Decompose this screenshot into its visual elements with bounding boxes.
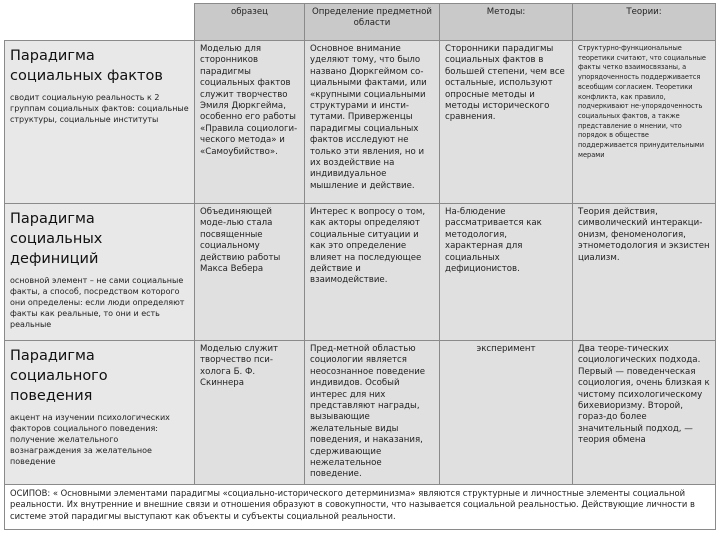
header-theories: Теории:: [573, 4, 716, 41]
table-row: [5, 204, 716, 341]
model-cell: Моделью для сторонников парадигмы социальных фактов служит творчество Эмиля Дюркгейма, особенно его работы «Правила социологи-ческого метода» и «Самоубийство».: [195, 41, 305, 204]
table-row: [5, 41, 716, 204]
paradigm-description: акцент на изучении психологических факторов социального поведения: получение желательного вознаграждения за желательное поведение: [10, 413, 170, 466]
methods-cell: На-блюдение рассматривается как методология, характерная для социальных дефиционистов.: [440, 204, 573, 341]
paradigm-cell: [5, 41, 195, 204]
header-model: образец: [195, 4, 305, 41]
methods-cell: Сторонники парадигмы социальных фактов в большей степени, чем все остальные, используют опросные методы и методы исторического сравнения.: [440, 41, 573, 204]
paradigm-description: основной элемент – не сами социальные факты, а способ, посредством которого они определены: если люди определяют факты как реальные, то они и есть реальные: [10, 276, 185, 329]
subject-cell: Пред-метной областью социологии является неосознанное поведение индивидов. Особый интерес для них представляют награды, вызывающие желательные виды поведения, и наказания, сдерживающие нежелательное поведение.: [305, 341, 440, 485]
paradigm-cell: [5, 341, 195, 485]
header-row: [5, 4, 716, 41]
theories-cell: Два теоре-тических социологических подхода. Первый — поведенческая социология, очень близкая к чистому психологическому бихевиоризму. Второй, гораз-до более значительный подход, — теория обмена: [573, 341, 716, 485]
theories-cell: Теория действия, символический интеракци-онизм, феноменология, этнометодология и экзистен циализм.: [573, 204, 716, 341]
footer-note: ОСИПОВ: « Основными элементами парадигмы «социально-исторического детерминизма» являются структурные и личностные элементы социальной реальности. Их внутренние и внешние связи и отношения образуют в совокупности, что называется социальной реальностью. Действующие личности в системе этой парадигмы выступают как объекты и субъекты социальной реальности.: [5, 484, 716, 529]
footer-row: [5, 484, 716, 529]
subject-cell: Интерес к вопросу о том, как акторы определяют социальные ситуации и как это определение влияет на последующее действие и взаимодействие.: [305, 204, 440, 341]
paradigm-description: сводит социальную реальность к 2 группам социальных фактов: социальные структуры, социальные институты: [10, 93, 189, 124]
model-cell: Объединяющей моде-лью стала посвященные социальному действию работы Макса Вебера: [195, 204, 305, 341]
paradigm-cell: [5, 204, 195, 341]
theories-cell: Структурно-функциональные теоретики считают, что социальные факты четко взаимосвязаны, а упорядоченность поддерживается всеобщим согласием. Теоретики конфликта, как правило, подчеркивают не-упорядоченность социальных фактов, а также представление о мнении, что порядок в обществе поддерживается принудительными мерами: [573, 41, 716, 204]
paradigm-title: Парадигма социальных фактов: [10, 48, 163, 84]
paradigms-table-sheet: [4, 3, 715, 535]
header-blank: [5, 4, 195, 41]
paradigm-title: Парадигма социального поведения: [10, 348, 108, 404]
paradigm-title: Парадигма социальных дефиниций: [10, 211, 103, 267]
table-row: [5, 341, 716, 485]
header-subject: Определение предметной области: [305, 4, 440, 41]
methods-cell: эксперимент: [440, 341, 573, 485]
model-cell: Моделью служит творчество пси-холога Б. Ф. Скиннера: [195, 341, 305, 485]
subject-cell: Основное внимание уделяют тому, что было названо Дюркгеймом со-циальными фактами, или «крупными социальными структурами и инсти-тутами. Приверженцы парадигмы социальных фактов исследуют не только эти явления, но и их воздействие на индивидуальное мышление и действие.: [305, 41, 440, 204]
header-methods: Методы:: [440, 4, 573, 41]
paradigms-table: [4, 3, 716, 530]
